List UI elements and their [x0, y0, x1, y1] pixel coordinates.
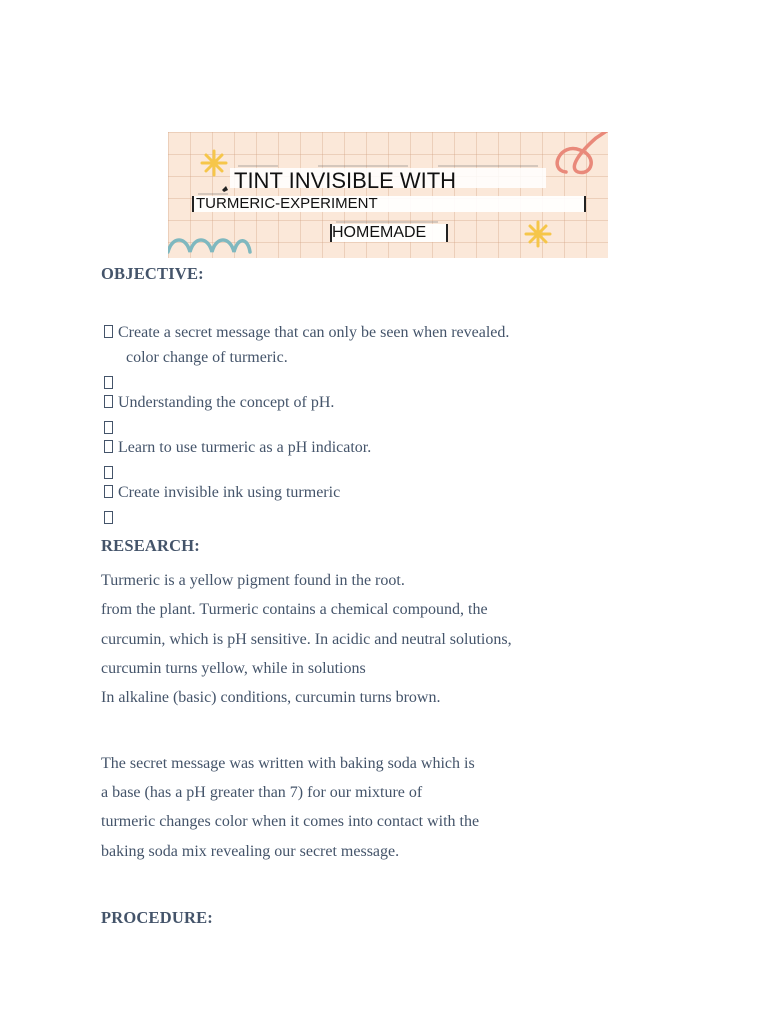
bullet-box-icon	[104, 395, 113, 408]
banner-subtitle: TURMERIC-EXPERIMENT	[196, 195, 378, 212]
bullet-box-icon	[104, 325, 113, 338]
empty-bullet	[104, 374, 118, 394]
bullet-box-icon	[104, 421, 113, 434]
research-line: In alkaline (basic) conditions, curcumin turns brown.	[101, 689, 441, 706]
objective-heading: OBJECTIVE:	[101, 264, 204, 283]
bullet-box-icon	[104, 485, 113, 498]
list-item	[104, 483, 340, 503]
research-line: turmeric changes color when it comes into contact with the	[101, 813, 480, 830]
list-item-continuation: color change of turmeric.	[126, 349, 288, 366]
bullet-box-icon	[104, 376, 113, 389]
loop-squiggle-icon	[557, 132, 608, 173]
research-line: a base (has a pH greater than 7) for our mixture of	[101, 784, 423, 801]
research-line: curcumin turns yellow, while in solutions	[101, 660, 366, 677]
list-item-text: Understanding the concept of pH.	[118, 394, 335, 411]
list-item	[104, 393, 334, 413]
empty-bullet	[104, 464, 118, 484]
bullet-box-icon	[104, 466, 113, 479]
list-item-text: Create a secret message that can only be seen when revealed.	[118, 324, 510, 341]
banner-subtitle-homemade: HOMEMADE	[332, 224, 427, 241]
list-item	[104, 323, 509, 343]
empty-bullet	[104, 419, 118, 439]
research-heading: RESEARCH:	[101, 536, 200, 555]
research-line: baking soda mix revealing our secret message.	[101, 843, 400, 860]
banner-title: TINT INVISIBLE WITH	[234, 168, 457, 193]
star-spark-icon	[222, 186, 228, 192]
bullet-box-icon	[104, 511, 113, 524]
research-line: from the plant. Turmeric contains a chemical compound, the	[101, 601, 488, 618]
list-item-text: Create invisible ink using turmeric	[118, 484, 341, 501]
star-icon	[202, 151, 226, 175]
procedure-heading: PROCEDURE:	[101, 908, 213, 927]
bullet-box-icon	[104, 440, 113, 453]
header-banner	[168, 132, 608, 258]
research-line: Turmeric is a yellow pigment found in the root.	[101, 572, 405, 589]
list-item	[104, 438, 371, 458]
research-line: The secret message was written with baking soda which is	[101, 755, 475, 772]
list-item-text: Learn to use turmeric as a pH indicator.	[118, 439, 372, 456]
wave-arches-icon	[168, 240, 250, 252]
empty-bullet	[104, 509, 118, 529]
research-line: curcumin, which is pH sensitive. In acidic and neutral solutions,	[101, 631, 512, 648]
star-icon	[526, 222, 550, 246]
